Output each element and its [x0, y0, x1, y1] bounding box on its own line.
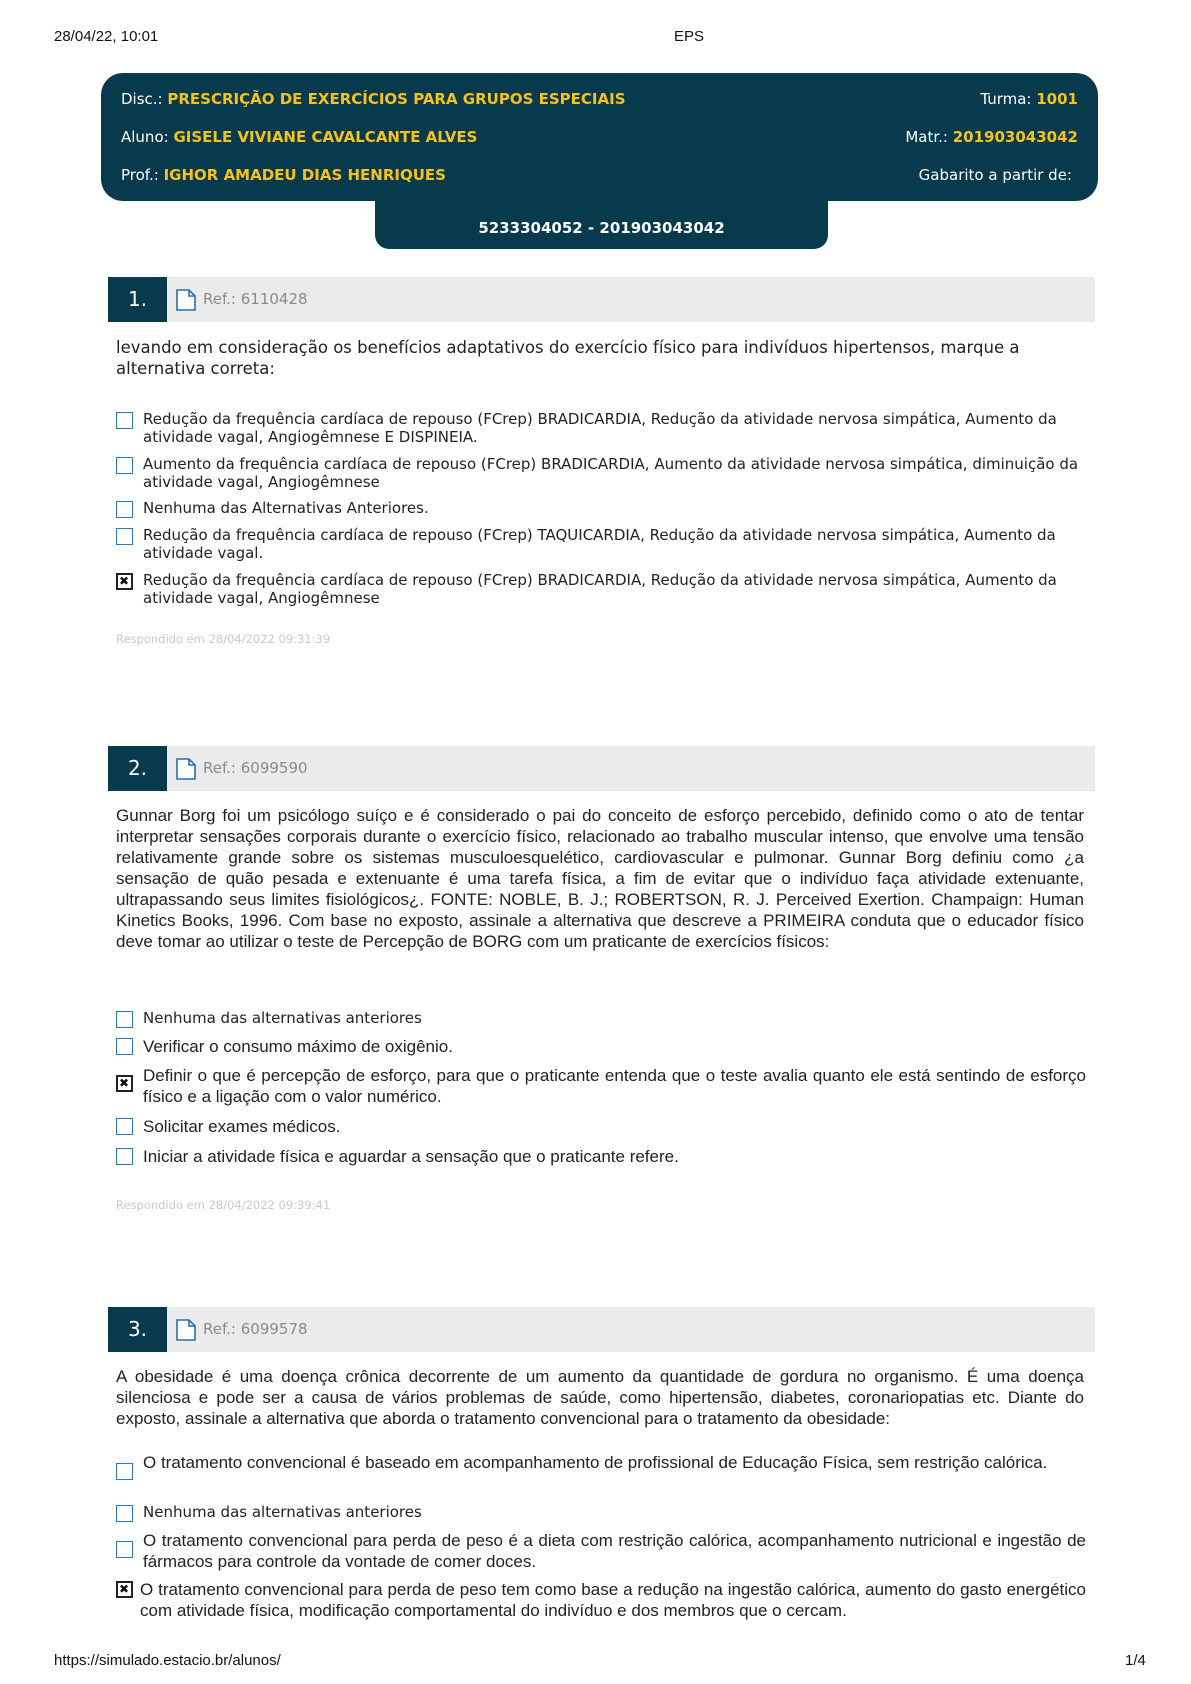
checkbox[interactable] — [116, 501, 133, 518]
document-icon — [176, 289, 196, 311]
question-ref: Ref.: 6099578 — [203, 1320, 308, 1338]
print-url: https://simulado.estacio.br/alunos/ — [54, 1652, 281, 1669]
header-row-disc — [121, 90, 1078, 110]
question-number: 3. — [108, 1307, 167, 1352]
question-1 — [108, 277, 1095, 657]
checkbox[interactable] — [116, 1148, 133, 1165]
option-text: Nenhuma das alternativas anteriores — [143, 1503, 422, 1521]
aluno-label: Aluno: — [121, 128, 169, 146]
option-text: Nenhuma das Alternativas Anteriores. — [143, 499, 429, 517]
option-text: Definir o que é percepção de esforço, para que o praticante entenda que o teste avalia quanto ele está sentindo de esforço físico e a ligação com o valor numérico. — [143, 1066, 1086, 1106]
prof-value: IGHOR AMADEU DIAS HENRIQUES — [163, 166, 446, 184]
checkbox[interactable] — [116, 1011, 133, 1028]
question-ref: Ref.: 6099590 — [203, 759, 308, 777]
question-number: 2. — [108, 746, 167, 791]
question-stem: levando em consideração os benefícios adaptativos do exercício físico para indivíduos hipertensos, marque a alternativa correta: — [116, 338, 1020, 378]
turma-value: 1001 — [1036, 90, 1078, 108]
option-text: Redução da frequência cardíaca de repouso (FCrep) BRADICARDIA, Redução da atividade nervosa simpática, Aumento da atividade vagal, Angiogêmnese — [143, 571, 1057, 607]
checkbox-checked[interactable] — [116, 1075, 133, 1092]
option-text: Redução da frequência cardíaca de repouso (FCrep) BRADICARDIA, Redução da atividade nervosa simpática, Aumento da atividade vagal, Angiogêmnese E DISPINEIA. — [143, 410, 1057, 446]
question-number: 1. — [108, 277, 167, 322]
question-stem: Gunnar Borg foi um psicólogo suíço e é considerado o pai do conceito de esforço percebido, definido como o ato de tentar interpretar sensações corporais durante o exercício físico, relacionado ao trabalho muscular intenso, que envolve uma tensão relativamente grande sobre os sistemas musculoesquelético, cardiovascular e pulmonar. Gunnar Borg definiu como ¿a sensação de quão pesada e extenuante é uma tarefa física, a fim de evitar que o indivíduo faça atividade extenuante, ultrapassando seus limites fisiológicos¿. FONTE: NOBLE, B. J.; ROBERTSON, R. J. Perceived Exertion. Champaign: Human Kinetics Books, 1996. Com base no exposto, assinale a alternativa que descreve a PRIMEIRA conduta que o educador físico deve tomar ao utilizar o teste de Percepção de BORG com um praticante de exercícios físicos: — [116, 806, 1084, 951]
turma-label: Turma: — [980, 90, 1032, 108]
checkbox[interactable] — [116, 1541, 133, 1558]
checkbox[interactable] — [116, 1038, 133, 1055]
matr-label: Matr.: — [905, 128, 948, 146]
disc-value: PRESCRIÇÃO DE EXERCÍCIOS PARA GRUPOS ESPECIAIS — [167, 90, 626, 108]
option-text: O tratamento convencional para perda de peso é a dieta com restrição calórica, acompanhamento nutricional e ingestão de fármacos para controle da vontade de comer doces. — [143, 1531, 1086, 1571]
header-row-prof — [121, 166, 1078, 186]
checkbox[interactable] — [116, 1505, 133, 1522]
answered-timestamp: Respondido em 28/04/2022 09:39:41 — [116, 1198, 331, 1212]
question-header — [108, 746, 1095, 791]
question-header — [108, 277, 1095, 322]
print-page-number: 1/4 — [1125, 1652, 1146, 1669]
option-text: Aumento da frequência cardíaca de repouso (FCrep) BRADICARDIA, Aumento da atividade nervosa simpática, diminuição da atividade vagal, Angiogêmnese — [143, 455, 1079, 491]
checkbox[interactable] — [116, 457, 133, 474]
print-datetime: 28/04/22, 10:01 — [54, 28, 159, 45]
option-text: Verificar o consumo máximo de oxigênio. — [143, 1037, 453, 1056]
exam-header — [101, 73, 1098, 201]
option-text: O tratamento convencional para perda de peso tem como base a redução na ingestão calórica, aumento do gasto energético com atividade física, modificação comportamental do indivíduo e dos membros que o cercam. — [140, 1580, 1086, 1620]
exam-code: 5233304052 - 201903043042 — [375, 188, 828, 249]
question-ref: Ref.: 6110428 — [203, 290, 308, 308]
disc-label: Disc.: — [121, 90, 163, 108]
document-icon — [176, 1319, 196, 1341]
answered-timestamp: Respondido em 28/04/2022 09:31:39 — [116, 632, 331, 646]
option-text: Nenhuma das alternativas anteriores — [143, 1009, 422, 1027]
question-3 — [108, 1307, 1095, 1647]
option-text: Iniciar a atividade física e aguardar a sensação que o praticante refere. — [143, 1147, 679, 1166]
print-title: EPS — [674, 28, 705, 45]
question-2 — [108, 746, 1095, 1226]
question-stem: A obesidade é uma doença crônica decorrente de um aumento da quantidade de gordura no organismo. É uma doença silenciosa e pode ser a causa de vários problemas de saúde, como hipertensão, diabetes, coronariopatias etc. Diante do exposto, assinale a alternativa que aborda o tratamento convencional para o tratamento da obesidade: — [116, 1367, 1084, 1428]
checkbox-checked[interactable] — [116, 573, 133, 590]
gabarito-label: Gabarito a partir de: — [918, 166, 1072, 184]
checkbox[interactable] — [116, 1118, 133, 1135]
option-text: Solicitar exames médicos. — [143, 1117, 341, 1136]
option-text: O tratamento convencional é baseado em acompanhamento de profissional de Educação Física, sem restrição calórica. — [143, 1453, 1048, 1472]
checkbox[interactable] — [116, 412, 133, 429]
prof-label: Prof.: — [121, 166, 159, 184]
checkbox[interactable] — [116, 1463, 133, 1480]
checkbox[interactable] — [116, 528, 133, 545]
document-icon — [176, 758, 196, 780]
option-text: Redução da frequência cardíaca de repouso (FCrep) TAQUICARDIA, Redução da atividade nervosa simpática, Aumento da atividade vagal. — [143, 526, 1056, 562]
aluno-value: GISELE VIVIANE CAVALCANTE ALVES — [173, 128, 478, 146]
header-row-aluno — [121, 128, 1078, 148]
question-header — [108, 1307, 1095, 1352]
checkbox-checked[interactable] — [116, 1581, 133, 1598]
matr-value: 201903043042 — [952, 128, 1078, 146]
